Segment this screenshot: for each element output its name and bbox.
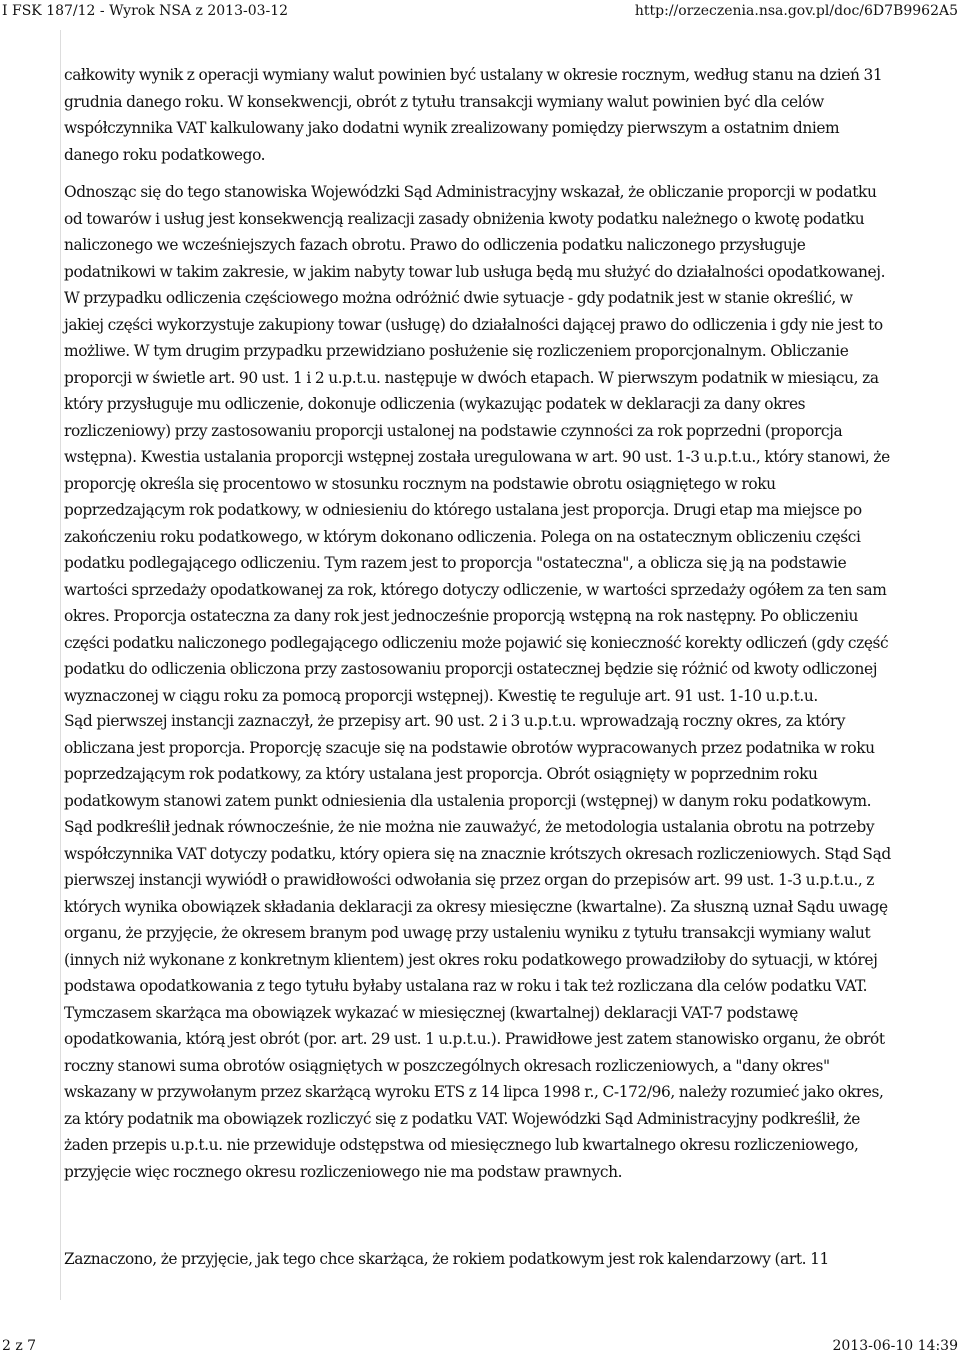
print-timestamp: 2013-06-10 14:39 [832, 1338, 958, 1354]
page-number: 2 z 7 [2, 1338, 37, 1354]
page-header [0, 0, 960, 22]
paragraph: Sąd pierwszej instancji zaznaczył, że przepisy art. 90 ust. 2 i 3 u.p.t.u. wprowadzają roczny okres, za który obliczana jest proporcja. Proporcję szacuje się na podstawie obrotów wypracowanych przez podatnika w roku poprzedzającym rok podatkowy, za który ustalana jest proporcja. Obrót osiągnięty w poprzednim roku podatkowym stanowi zatem punkt odniesienia dla ustalenia proporcji (wstępnej) w danym roku podatkowym. Sąd podkreślił jednak równocześnie, że nie można nie zauważyć, że metodologia ustalania obrotu na potrzeby współczynnika VAT dotyczy podatku, który opiera się na znacznie krótszych okresach rozliczeniowych. Stąd Sąd pierwszej instancji wywiódł o prawidłowości odwołania się przez organ do przepisów art. 99 ust. 1-3 u.p.t.u., z których wynika obowiązek składania deklaracji za okresy miesięczne (kwartalne). Za słuszną uznał Sądu uwagę organu, że przyjęcie, że okresem branym pod uwagę przy ustaleniu wyniku z tytułu transakcji wymiany walut (innych niż wykonane z konkretnym klientem) jest okres roku podatkowego prowadziłoby do sytuacji, w której podstawa opodatkowania z tego tytułu byłaby ustalana raz w roku i tak też rozliczana dla celów podatku VAT. Tymczasem skarżąca ma obowiązek wykazać w miesięcznej (kwartalnej) deklaracji VAT-7 podstawę opodatkowania, którą jest obrót (por. art. 29 ust. 1 u.p.t.u.). Prawidłowe jest zatem stanowisko organu, że obrót roczny stanowi suma obrotów osiągniętych w poszczególnych okresach rozliczeniowych, a "dany okres" wskazany w przywołanym przez skarżącą wyroku ETS z 14 lipca 1998 r., C-172/96, należy rozumieć jako okres, za który podatnik ma obowiązek rozliczyć się z podatku VAT. Wojewódzki Sąd Administracyjny podkreślił, że żaden przepis u.p.t.u. nie przewiduje odstępstwa od miesięcznego lub kwartalnego okresu rozliczeniowego, przyjęcie więc rocznego okresu rozliczeniowego nie ma podstaw prawnych. [64, 712, 891, 1181]
page-footer [0, 1335, 960, 1357]
document-body [60, 30, 960, 1300]
paragraph: Zaznaczono, że przyjęcie, jak tego chce skarżąca, że rokiem podatkowym jest rok kalendarzowy (art. 11 [64, 1250, 829, 1268]
paragraph: całkowity wynik z operacji wymiany walut powinien być ustalany w okresie rocznym, według stanu na dzień 31 grudnia danego roku. W konsekwencji, obrót z tytułu transakcji wymiany walut powinien być dla celów współczynnika VAT kalkulowany jako dodatni wynik zrealizowany pomiędzy pierwszym a ostatnim dniem danego roku podatkowego. [64, 66, 883, 164]
document-title: I FSK 187/12 - Wyrok NSA z 2013-03-12 [2, 3, 289, 19]
paragraph: Odnosząc się do tego stanowiska Wojewódzki Sąd Administracyjny wskazał, że obliczanie proporcji w podatku od towarów i usług jest konsekwencją realizacji zasady obniżenia kwoty podatku należnego o kwotę podatku naliczonego we wcześniejszych fazach obrotu. Prawo do odliczenia podatku naliczonego przysługuje podatnikowi w takim zakresie, w jakim nabyty towar lub usługa będą mu służyć do działalności opodatkowanej. W przypadku odliczenia częściowego można odróżnić dwie sytuacje - gdy podatnik jest w stanie określić, w jakiej części wykorzystuje zakupiony towar (usługę) do działalności dającej prawo do odliczenia i gdy nie jest to możliwe. W tym drugim przypadku przewidziano posłużenie się rozliczeniem proporcjonalnym. Obliczanie proporcji w świetle art. 90 ust. 1 i 2 u.p.t.u. następuje w dwóch etapach. W pierwszym podatnik w miesiącu, za który przysługuje mu odliczenie, dokonuje odliczenia (wykazując podatek w deklaracji za dany okres rozliczeniowy) przy zastosowaniu proporcji ustalonej na podstawie czynności za rok poprzedni (proporcja wstępna). Kwestia ustalania proporcji wstępnej została uregulowana w art. 90 ust. 1-3 u.p.t.u., który stanowi, że proporcję określa się procentowo w stosunku rocznym na podstawie obrotu osiągniętego w roku poprzedzającym rok podatkowy, w odniesieniu do którego ustalana jest proporcja. Drugi etap ma miejsce po zakończeniu roku podatkowego, w którym dokonano odliczenia. Polega on na ostatecznym obliczeniu części podatku podlegającego odliczeniu. Tym razem jest to proporcja "ostateczna", a oblicza się ją na podstawie wartości sprzedaży opodatkowanej za rok, którego dotyczy odliczenie, w wartości sprzedaży ogółem za ten sam okres. Proporcja ostateczna za dany rok jest jednocześnie proporcją wstępną na rok następny. Po obliczeniu części podatku naliczonego podlegającego odliczeniu może pojawić się konieczność korekty odliczeń (gdy część podatku do odliczenia obliczona przy zastosowaniu proporcji ostatecznej będzie się różnić od kwoty odliczonej wyznaczonej w ciągu roku za pomocą proporcji wstępnej). Kwestię te reguluje art. 91 ust. 1-10 u.p.t.u. [64, 183, 890, 705]
source-url[interactable]: http://orzeczenia.nsa.gov.pl/doc/6D7B9962A5 [634, 3, 958, 19]
